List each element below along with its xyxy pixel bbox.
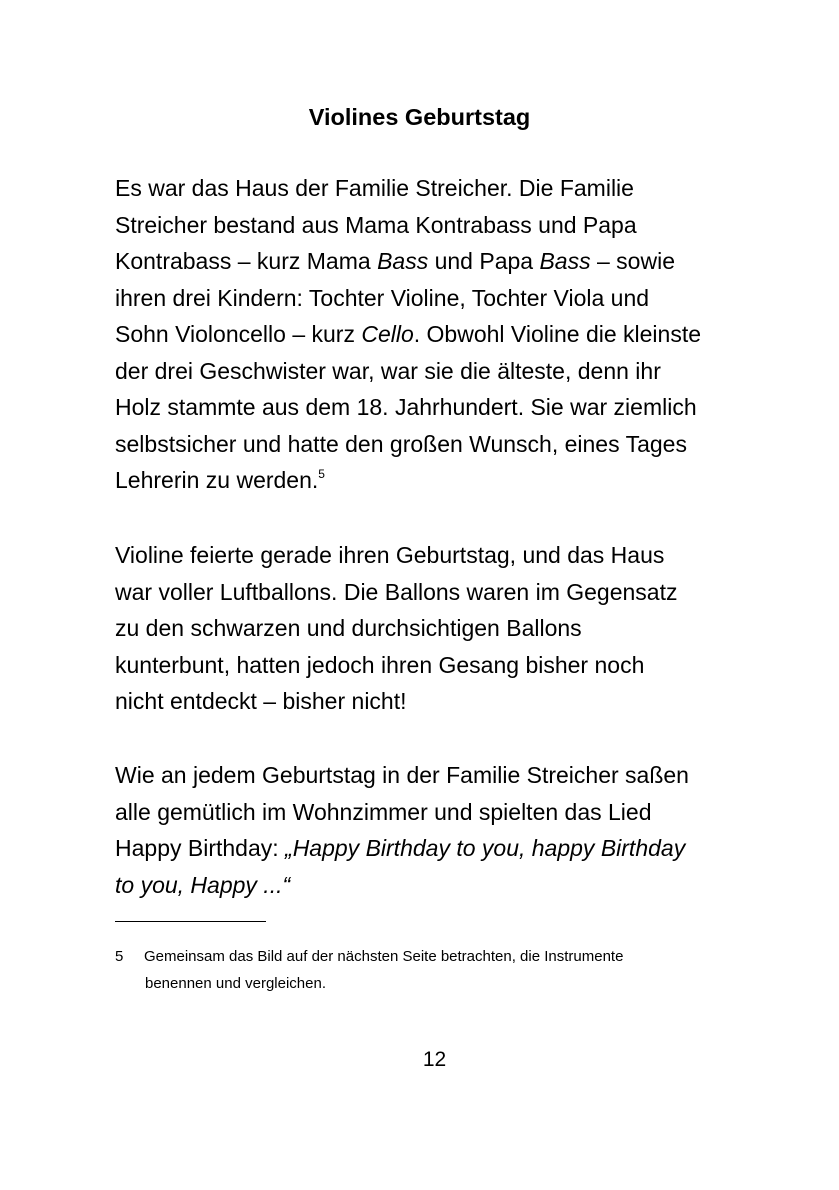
text-line xyxy=(115,537,755,574)
text-line xyxy=(115,170,755,207)
text-line xyxy=(115,207,755,244)
text-line xyxy=(115,610,755,647)
text-run: Lehrerin zu werden. xyxy=(115,467,319,493)
text-run: nicht entdeckt – bisher nicht! xyxy=(115,688,407,714)
text-run: kunterbunt, hatten jedoch ihren Gesang bisher noch xyxy=(115,651,645,678)
italic-text: to you, Happy ...“ xyxy=(115,871,291,898)
footnote-line: Gemeinsam das Bild auf der nächsten Seite betrachten, die Instrumente xyxy=(144,948,624,965)
text-line xyxy=(115,389,755,426)
text-run: . Obwohl Violine die kleinste xyxy=(413,321,702,347)
text-line xyxy=(115,316,755,353)
footnote xyxy=(115,943,623,997)
text-run: Violine feierte gerade ihren Geburtstag, und das Haus xyxy=(115,542,665,568)
italic-text: Bass xyxy=(539,248,591,274)
italic-text: Bass xyxy=(377,248,429,274)
text-line xyxy=(115,794,755,831)
italic-text: Cello xyxy=(361,321,414,347)
text-run: der drei Geschwister war, war sie die älteste, denn ihr xyxy=(115,357,661,384)
text-run: Kontrabass – kurz Mama xyxy=(115,248,378,274)
text-line xyxy=(115,757,755,794)
text-run: Streicher bestand aus Mama Kontrabass und Papa xyxy=(115,211,637,238)
text-line xyxy=(115,243,755,280)
text-run: war voller Luftballons. Die Ballons waren im Gegensatz xyxy=(115,578,678,605)
text-line xyxy=(115,353,755,390)
text-run: Happy Birthday: xyxy=(115,835,286,861)
footnote-reference: 5 xyxy=(318,467,325,481)
text-run: zu den schwarzen und durchsichtigen Ballons xyxy=(115,615,582,641)
paragraph-3 xyxy=(115,757,755,903)
footnote-separator xyxy=(115,921,266,922)
text-run: Holz stammte aus dem 18. Jahrhundert. Sie war ziemlich xyxy=(115,394,697,420)
paragraph-2 xyxy=(115,537,755,720)
text-line xyxy=(115,462,755,499)
footnote-line: benennen und vergleichen. xyxy=(145,975,326,992)
text-run: Sohn Violoncello – kurz xyxy=(115,321,362,347)
text-run: – sowie xyxy=(590,248,675,274)
text-run: Es war das Haus der Familie Streicher. Die Familie xyxy=(115,175,634,201)
text-run: Wie an jedem Geburtstag in der Familie Streicher saßen xyxy=(115,762,689,788)
italic-text: „Happy Birthday to you, happy Birthday xyxy=(285,835,686,861)
text-line xyxy=(115,647,755,684)
text-line xyxy=(115,574,755,611)
footnote-number: 5 xyxy=(115,948,124,965)
text-run: selbstsicher und hatte den großen Wunsch, eines Tages xyxy=(115,430,687,457)
text-run: ihren drei Kindern: Tochter Violine, Tochter Viola und xyxy=(115,284,650,311)
text-run: alle gemütlich im Wohnzimmer und spielten das Lied xyxy=(115,798,652,825)
text-line xyxy=(115,683,755,720)
text-line xyxy=(115,280,755,317)
page-number: 12 xyxy=(422,1048,447,1071)
text-line xyxy=(115,426,755,463)
text-run: und Papa xyxy=(428,248,540,274)
text-line xyxy=(115,867,755,904)
paragraph-1 xyxy=(115,170,755,499)
page-title: Violines Geburtstag xyxy=(308,104,531,130)
text-line xyxy=(115,830,755,867)
